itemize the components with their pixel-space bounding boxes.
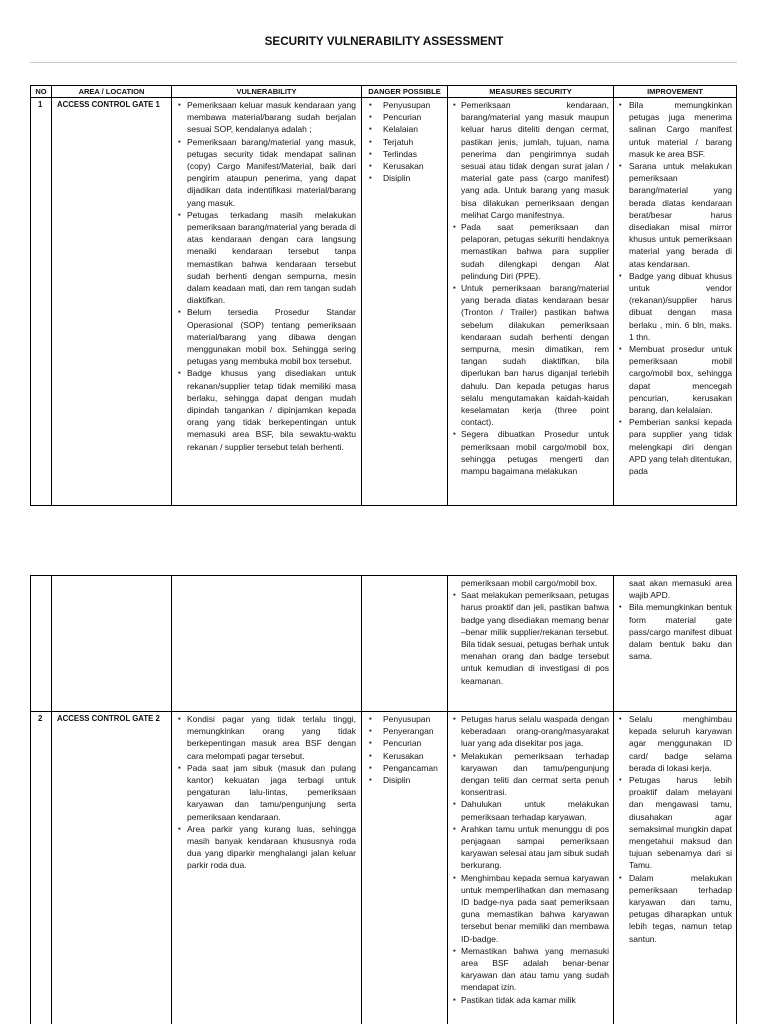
cell-area	[52, 98, 172, 505]
document-title: SECURITY VULNERABILITY ASSESSMENT	[264, 35, 504, 48]
vulnerability-item: ▪ Belum tersedia Prosedur Standar Operasional (SOP) tentang pemeriksaan material/barang yang dibawa dengan menggunakan mobil box. Sehingga sering petugas yang membuka mobil box tersebut.	[172, 306, 361, 367]
cell-no	[31, 576, 52, 711]
column-header-danger: DANGER POSSIBLE	[362, 86, 448, 97]
vulnerability-list	[172, 98, 361, 453]
vulnerability-item: ▪ Pemeriksaan barang/material yang masuk, petugas security tidak mendapat salinan (copy) Cargo Manifest/Material, baik dari pengirim ataupun penerima, yang dapat dijadikan data indentifikasi material/barang yang masuk.	[172, 136, 361, 209]
danger-item: ▪ Disiplin	[362, 774, 447, 786]
improvement-item: • Selalu menghimbau kepada seluruh karyawan agar menggunakan ID card/ badge selama berada di lokasi kerja.	[614, 713, 736, 774]
area-location-label: ACCESS CONTROL GATE 1	[57, 100, 160, 109]
danger-list	[362, 712, 447, 786]
improvement-item: • Badge yang dibuat khusus untuk vendor (rekanan)/supplier harus dibuat dengan masa berlaku , min. 6 bln, maks. 1 thn.	[614, 270, 736, 343]
measures-item: ▪ Melakukan pemeriksaan terhadap karyawan dan tamu/pengunjung dengan teliti dan cermat serta penuh konsentrasi.	[448, 750, 613, 799]
measures-item: ▪ Saat melakukan pemeriksaan, petugas harus proaktif dan jeli, pastikan bahwa badge yang disediakan memang benar –benar milik supplier/rekanan tersebut. Bila tidak sesuai, petugas berhak untuk menahan orang dan badge tersebut untuk kemudian di investigasi di pos keamanan.	[448, 589, 613, 687]
danger-item: ▪ Disiplin	[362, 172, 447, 184]
cell-area	[52, 576, 172, 711]
improvement-item: • Sarana untuk melakukan pemeriksaan barang/material yang berada diatas kendaraan berat/besar harus disediakan misal mirror khusus untuk pemeriksaan material yang berada di atas kendaraan.	[614, 160, 736, 270]
cell-danger	[362, 576, 448, 711]
improvement-continued-text: saat akan memasuki area wajib APD.	[629, 578, 732, 601]
table-row	[31, 98, 736, 505]
measures-item: ▪ Untuk pemeriksaan barang/material yang berada diatas kendaraan besar (Tronton / Trailer) pastikan bahwa sebelum dilakukan pemeriksaan kendaraan sudah berhenti dengan sempurna, mesin dimatikan, rem tangan sudah diaktifkan, bila diperlukan ban harus diganjal terlebih dahulu. Dan kepada petugas harus selalu mengutamakan kaidah-kaidah keselamatan kerja (three point contact).	[448, 282, 613, 428]
vulnerability-item: ▪ Pemeriksaan keluar masuk kendaraan yang membawa material/barang sudah berjalan sesuai SOP, kendalanya adalah ;	[172, 99, 361, 136]
vulnerability-item: ▪ Petugas terkadang masih melakukan pemeriksaan barang/material yang berada di atas kendaraan dengan cara langsung menaiki kendaraan tersebut tanpa memastikan bahwa kendaraan tersebut sudah berhenti dengan sempurna, mesin dalam keadaan mati, dan rem tangan sudah diaktifkan.	[172, 209, 361, 307]
danger-item: ▪ Kelalaian	[362, 123, 447, 135]
cell-danger	[362, 98, 448, 505]
row-number: 2	[38, 714, 43, 723]
danger-item: ▪ Penyerangan	[362, 725, 447, 737]
cell-improvement	[614, 576, 736, 711]
cell-no	[31, 712, 52, 1024]
vulnerability-item: ▪ Pada saat jam sibuk (masuk dan pulang kantor) kekuatan jaga terbagi untuk pengaturan lalu-lintas, pemeriksaan karyawan dan tamu/pengunjung serta pemeriksaan kendaraan.	[172, 762, 361, 823]
cell-measures	[448, 712, 614, 1024]
improvement-item: • Bila memungkinkan bentuk form material gate pass/cargo manifest dibuat dalam bentuk baku dan sama.	[614, 601, 736, 662]
improvement-item: • Bila memungkinkan petugas juga menerima salinan Cargo manifest untuk material / barang masuk ke area BSF.	[614, 99, 736, 160]
cell-improvement	[614, 98, 736, 505]
danger-item: ▪ Kerusakan	[362, 750, 447, 762]
column-header-improvement: IMPROVEMENT	[647, 87, 703, 96]
measures-item: ▪ Petugas harus selalu waspada dengan keberadaan orang-orang/masyarakat luar yang ada disekitar pos jaga.	[448, 713, 613, 750]
danger-item: ▪ Kerusakan	[362, 160, 447, 172]
measures-item: ▪ Pada saat pemeriksaan dan pelaporan, petugas sekuriti hendaknya memastikan bahwa para supplier sudah dilengkapi dengan Alat pelindung Diri (PPE).	[448, 221, 613, 282]
cell-vulnerability	[172, 712, 362, 1024]
table-row-continued	[31, 576, 736, 712]
column-header-area: AREA / LOCATION	[52, 86, 172, 97]
column-header-no: NO	[31, 86, 52, 97]
danger-item: ▪ Pencurian	[362, 737, 447, 749]
row-number: 1	[38, 100, 43, 109]
vulnerability-item: ▪ Area parkir yang kurang luas, sehingga masih banyak kendaraan khususnya roda dua yang diparkir menghalangi jalan keluar parkir roda dua.	[172, 823, 361, 872]
measures-list	[448, 712, 613, 1006]
cell-measures	[448, 98, 614, 505]
vulnerability-item: ▪ Kondisi pagar yang tidak terlalu tinggi, memungkinkan orang yang tidak berkepentingan masuk area BSF dengan cara melompati pagar tersebut.	[172, 713, 361, 762]
cell-area	[52, 712, 172, 1024]
improvement-list	[614, 601, 736, 662]
improvement-item: • Membuat prosedur untuk pemeriksaan mobil cargo/mobil box, sehingga dapat mencegah pencurian, kerusakan barang, dan kelalaian.	[614, 343, 736, 416]
danger-list	[362, 98, 447, 184]
measures-list	[448, 589, 613, 687]
measures-continued-text: pemeriksaan mobil cargo/mobil box.	[461, 578, 598, 588]
table-row	[31, 712, 736, 1024]
column-header-measures: MEASURES SECURITY	[448, 86, 614, 97]
cell-improvement	[614, 712, 736, 1024]
improvement-item: • Petugas harus lebih proaktif dalam melayani dan mengawasi tamu, diusahakan agar semaksimal mungkin dapat mengetahui maksud dan tujuan sebenarnya dari si Tamu.	[614, 774, 736, 872]
measures-item: ▪ Memastikan bahwa yang memasuki area BSF adalah benar-benar karyawan dan atau tamu yang sudah mendapat izin.	[448, 945, 613, 994]
assessment-table-part-2	[30, 575, 737, 1024]
table-header-row	[31, 86, 736, 98]
vulnerability-list	[172, 712, 361, 872]
title-divider	[30, 62, 737, 63]
cell-vulnerability	[172, 98, 362, 505]
cell-no	[31, 98, 52, 505]
improvement-list	[614, 98, 736, 477]
danger-item: ▪ Penyusupan	[362, 713, 447, 725]
cell-vulnerability	[172, 576, 362, 711]
cell-measures	[448, 576, 614, 711]
danger-item: ▪ Pengancaman	[362, 762, 447, 774]
measures-item: ▪ Dahulukan untuk melakukan pemeriksaan terhadap karyawan.	[448, 798, 613, 822]
danger-item: ▪ Terlindas	[362, 148, 447, 160]
measures-list	[448, 98, 613, 477]
cell-danger	[362, 712, 448, 1024]
area-location-label: ACCESS CONTROL GATE 2	[57, 714, 160, 723]
danger-item: ▪ Pencurian	[362, 111, 447, 123]
measures-item: ▪ Arahkan tamu untuk menunggu di pos penjagaan sampai pemeriksaan karyawan selesai atau jam sibuk sudah berkurang.	[448, 823, 613, 872]
vulnerability-item: ▪ Badge khusus yang disediakan untuk rekanan/supplier tetap tidak memiliki masa berlaku, sehingga dapat dengan mudah dipindah tangankan / dipinjamkan kepada orang yang tidak berkepentingan untuk memasuki area BSF, bila sewaktu-waktu rekanan / supplier tersebut telah berhenti.	[172, 367, 361, 452]
measures-item: ▪ Pastikan tidak ada kamar milik	[448, 994, 613, 1006]
assessment-table-part-1	[30, 85, 737, 506]
danger-item: ▪ Penyusupan	[362, 99, 447, 111]
measures-item: ▪ Segera dibuatkan Prosedur untuk pemeriksaan mobil cargo/mobil box, sehingga petugas mengerti dan mampu bagaimana melakukan	[448, 428, 613, 477]
measures-item: ▪ Pemeriksaan kendaraan, barang/material yang masuk maupun keluar harus diteliti dengan cermat, pastikan jenis, jumlah, tujuan, nama penerima dan pengirimnya sudah sesuai atau tidak dengan surat jalan / material gate pass (cargo manifest) yang ada. Untuk barang yang masuk bisa dilakukan pemeriksaan dengan melihat Cargo manifestnya.	[448, 99, 613, 221]
improvement-item: • Dalam melakukan pemeriksaan terhadap karyawan dan tamu, petugas diharapkan untuk lebih tegas, namun tetap santun.	[614, 872, 736, 945]
improvement-item: • Pemberian sanksi kepada para supplier yang tidak melengkapi diri dengan APD yang telah ditentukan, pada	[614, 416, 736, 477]
column-header-vulnerability: VULNERABILITY	[172, 86, 362, 97]
measures-item: ▪ Menghimbau kepada semua karyawan untuk memperlihatkan dan memasang ID badge-nya pada saat pemeriksaan guna memastikan bahwa karyawan tersebut benar memiliki dan membawa ID-badge.	[448, 872, 613, 945]
danger-item: ▪ Terjatuh	[362, 136, 447, 148]
improvement-list	[614, 712, 736, 945]
